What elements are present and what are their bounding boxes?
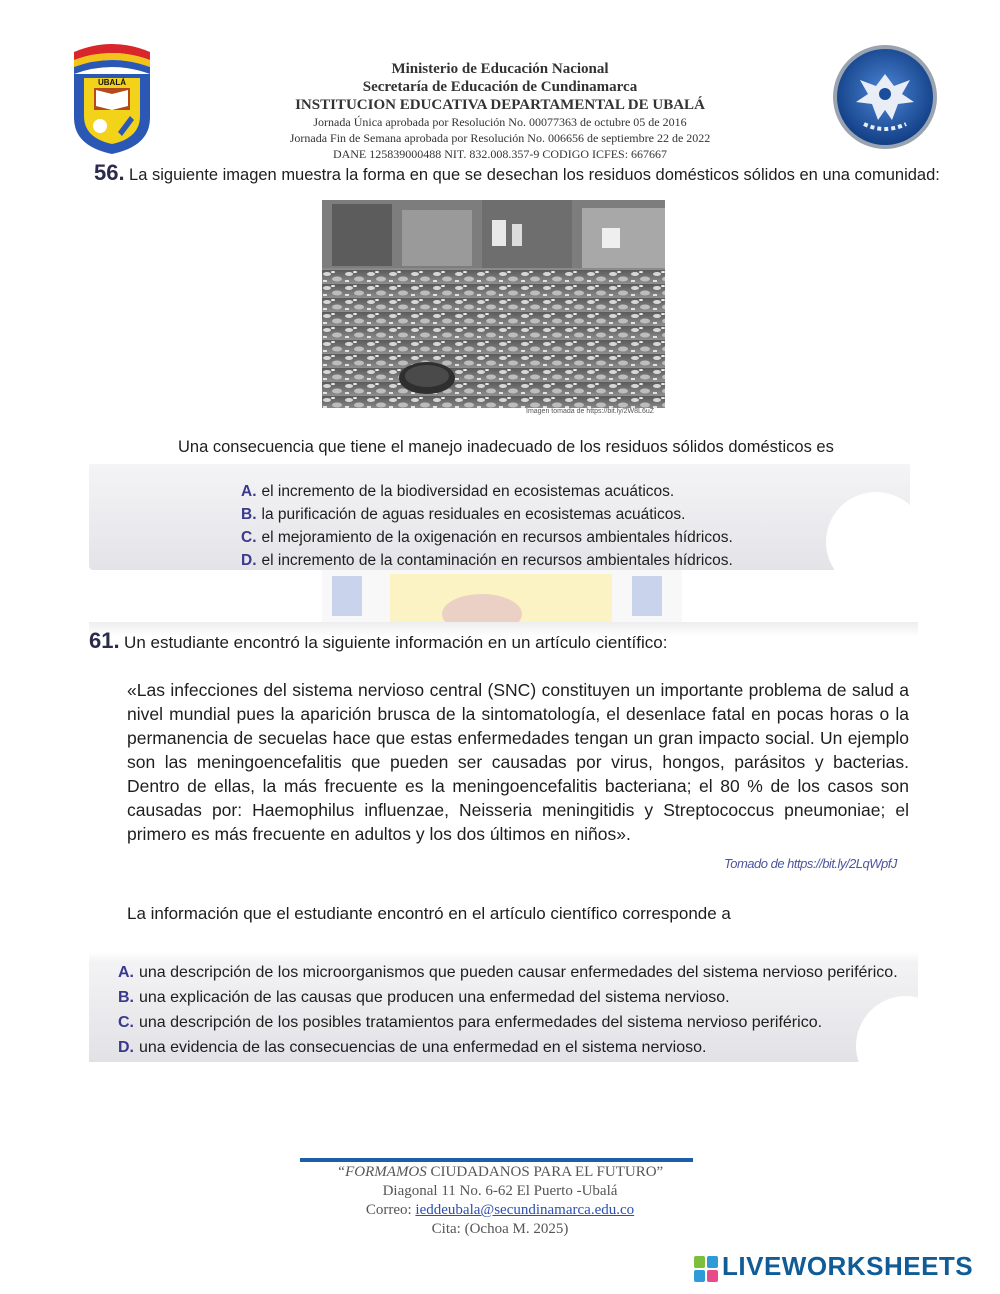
motto-rest: CIUDADANOS PARA EL FUTURO” bbox=[426, 1164, 664, 1180]
option-text: una descripción de los posibles tratamientos para enfermedades del sistema nervioso periférico. bbox=[139, 1014, 823, 1031]
option-c[interactable] bbox=[241, 526, 733, 549]
option-letter: C. bbox=[118, 1014, 134, 1031]
footer-motto bbox=[250, 1163, 750, 1182]
waste-water-photo bbox=[322, 200, 665, 408]
school-shield-logo bbox=[68, 38, 156, 156]
question-56-stem: Una consecuencia que tiene el manejo inadecuado de los residuos sólidos domésticos es bbox=[178, 438, 834, 456]
option-a[interactable] bbox=[118, 960, 898, 985]
resolution-line-2: Jornada Fin de Semana aprobada por Resolución No. 006656 de septiembre 22 de 2022 bbox=[289, 131, 711, 145]
article-source: Tomado de https://bit.ly/2LqWpfJ bbox=[724, 856, 897, 871]
option-text: el incremento de la biodiversidad en ecosistemas acuáticos. bbox=[261, 483, 675, 500]
cundinamarca-seal-logo bbox=[832, 44, 938, 150]
secretariat-line: Secretaría de Educación de Cundinamarca bbox=[362, 79, 638, 95]
option-letter: A. bbox=[118, 964, 134, 981]
institution-name: INSTITUCION EDUCATIVA DEPARTAMENTAL DE UBALÁ bbox=[295, 97, 705, 113]
option-letter: C. bbox=[241, 529, 257, 546]
resolution-line-1: Jornada Única aprobada por Resolución No. 00077363 de octubre 05 de 2016 bbox=[313, 115, 687, 129]
option-c[interactable] bbox=[118, 1010, 898, 1035]
option-text: la purificación de aguas residuales en ecosistemas acuáticos. bbox=[261, 506, 686, 523]
option-text: el incremento de la contaminación en recursos ambientales hídricos. bbox=[261, 552, 733, 569]
question-61-header bbox=[89, 628, 667, 654]
option-letter: B. bbox=[118, 989, 134, 1006]
article-quote: «Las infecciones del sistema nervioso central (SNC) constituyen un importante problema de salud a nivel mundial pues la aparición brusca de la sintomatología, el desenlace fatal en pocas horas o la permanencia de secuelas hace que estas enfermedades tengan un gran impacto social. Un ejemplo son las meningoencefalitis que pueden ser causadas por virus, hongos, parásitos y bacterias. Dentro de ellas, la más frecuente es la meningoencefalitis bacteriana; el 80 % de los casos son causadas por: Haemophilus influenzae, Neisseria meningitidis y Streptococcus pneumoniae; el primero es más frecuente en adultos y los dos últimos en niños». bbox=[127, 680, 909, 844]
option-d[interactable] bbox=[118, 1035, 898, 1060]
option-text: una descripción de los microorganismos que pueden causar enfermedades del sistema nervioso periférico. bbox=[139, 964, 898, 981]
option-letter: D. bbox=[118, 1039, 134, 1056]
option-letter: B. bbox=[241, 506, 257, 523]
question-prompt: Un estudiante encontró la siguiente información en un artículo científico: bbox=[124, 633, 668, 652]
option-letter: D. bbox=[241, 552, 257, 569]
footer-address: Diagonal 11 No. 6-62 El Puerto -Ubalá bbox=[382, 1183, 618, 1199]
option-b[interactable] bbox=[118, 985, 898, 1010]
question-number: 61. bbox=[89, 628, 120, 653]
ministry-line: Ministerio de Educación Nacional bbox=[391, 61, 609, 77]
question-56-options bbox=[241, 480, 733, 572]
dane-nit-line: DANE 125839000488 NIT. 832.008.357-9 CODIGO ICFES: 667667 bbox=[332, 147, 668, 161]
email-label: Correo: bbox=[365, 1202, 416, 1218]
image-credit: Imagen tomada de https://bit.ly/2W8L6uZ bbox=[526, 408, 655, 415]
option-a[interactable] bbox=[241, 480, 733, 503]
liveworksheets-wordmark: LIVEWORKSHEETS bbox=[722, 1251, 974, 1281]
logo-left-title: UBALÁ bbox=[98, 78, 126, 87]
liveworksheets-icon bbox=[694, 1256, 718, 1282]
option-b[interactable] bbox=[241, 503, 733, 526]
option-text: una evidencia de las consecuencias de una enfermedad en el sistema nervioso. bbox=[139, 1039, 707, 1056]
motto-italic: “FORMAMOS bbox=[336, 1164, 427, 1180]
footer-divider bbox=[300, 1158, 693, 1162]
question-prompt: La siguiente imagen muestra la forma en que se desechan los residuos domésticos sólidos en una comunidad: bbox=[129, 166, 940, 184]
footer-email-line bbox=[250, 1201, 750, 1220]
email-link[interactable]: ieddeubala@secundinamarca.edu.co bbox=[415, 1202, 635, 1218]
option-text: el mejoramiento de la oxigenación en recursos ambientales hídricos. bbox=[261, 529, 733, 546]
footer bbox=[250, 1163, 750, 1239]
watermark bbox=[322, 568, 682, 628]
panel-corner-circle bbox=[826, 492, 926, 592]
question-number: 56. bbox=[94, 160, 125, 185]
institution-header bbox=[230, 60, 770, 162]
question-61-options bbox=[118, 960, 898, 1060]
option-letter: A. bbox=[241, 483, 257, 500]
question-61-stem: La información que el estudiante encontró en el artículo científico corresponde a bbox=[127, 904, 731, 923]
footer-cite: Cita: (Ochoa M. 2025) bbox=[431, 1221, 569, 1237]
option-text: una explicación de las causas que producen una enfermedad del sistema nervioso. bbox=[139, 989, 730, 1006]
question-56-header bbox=[94, 160, 940, 186]
